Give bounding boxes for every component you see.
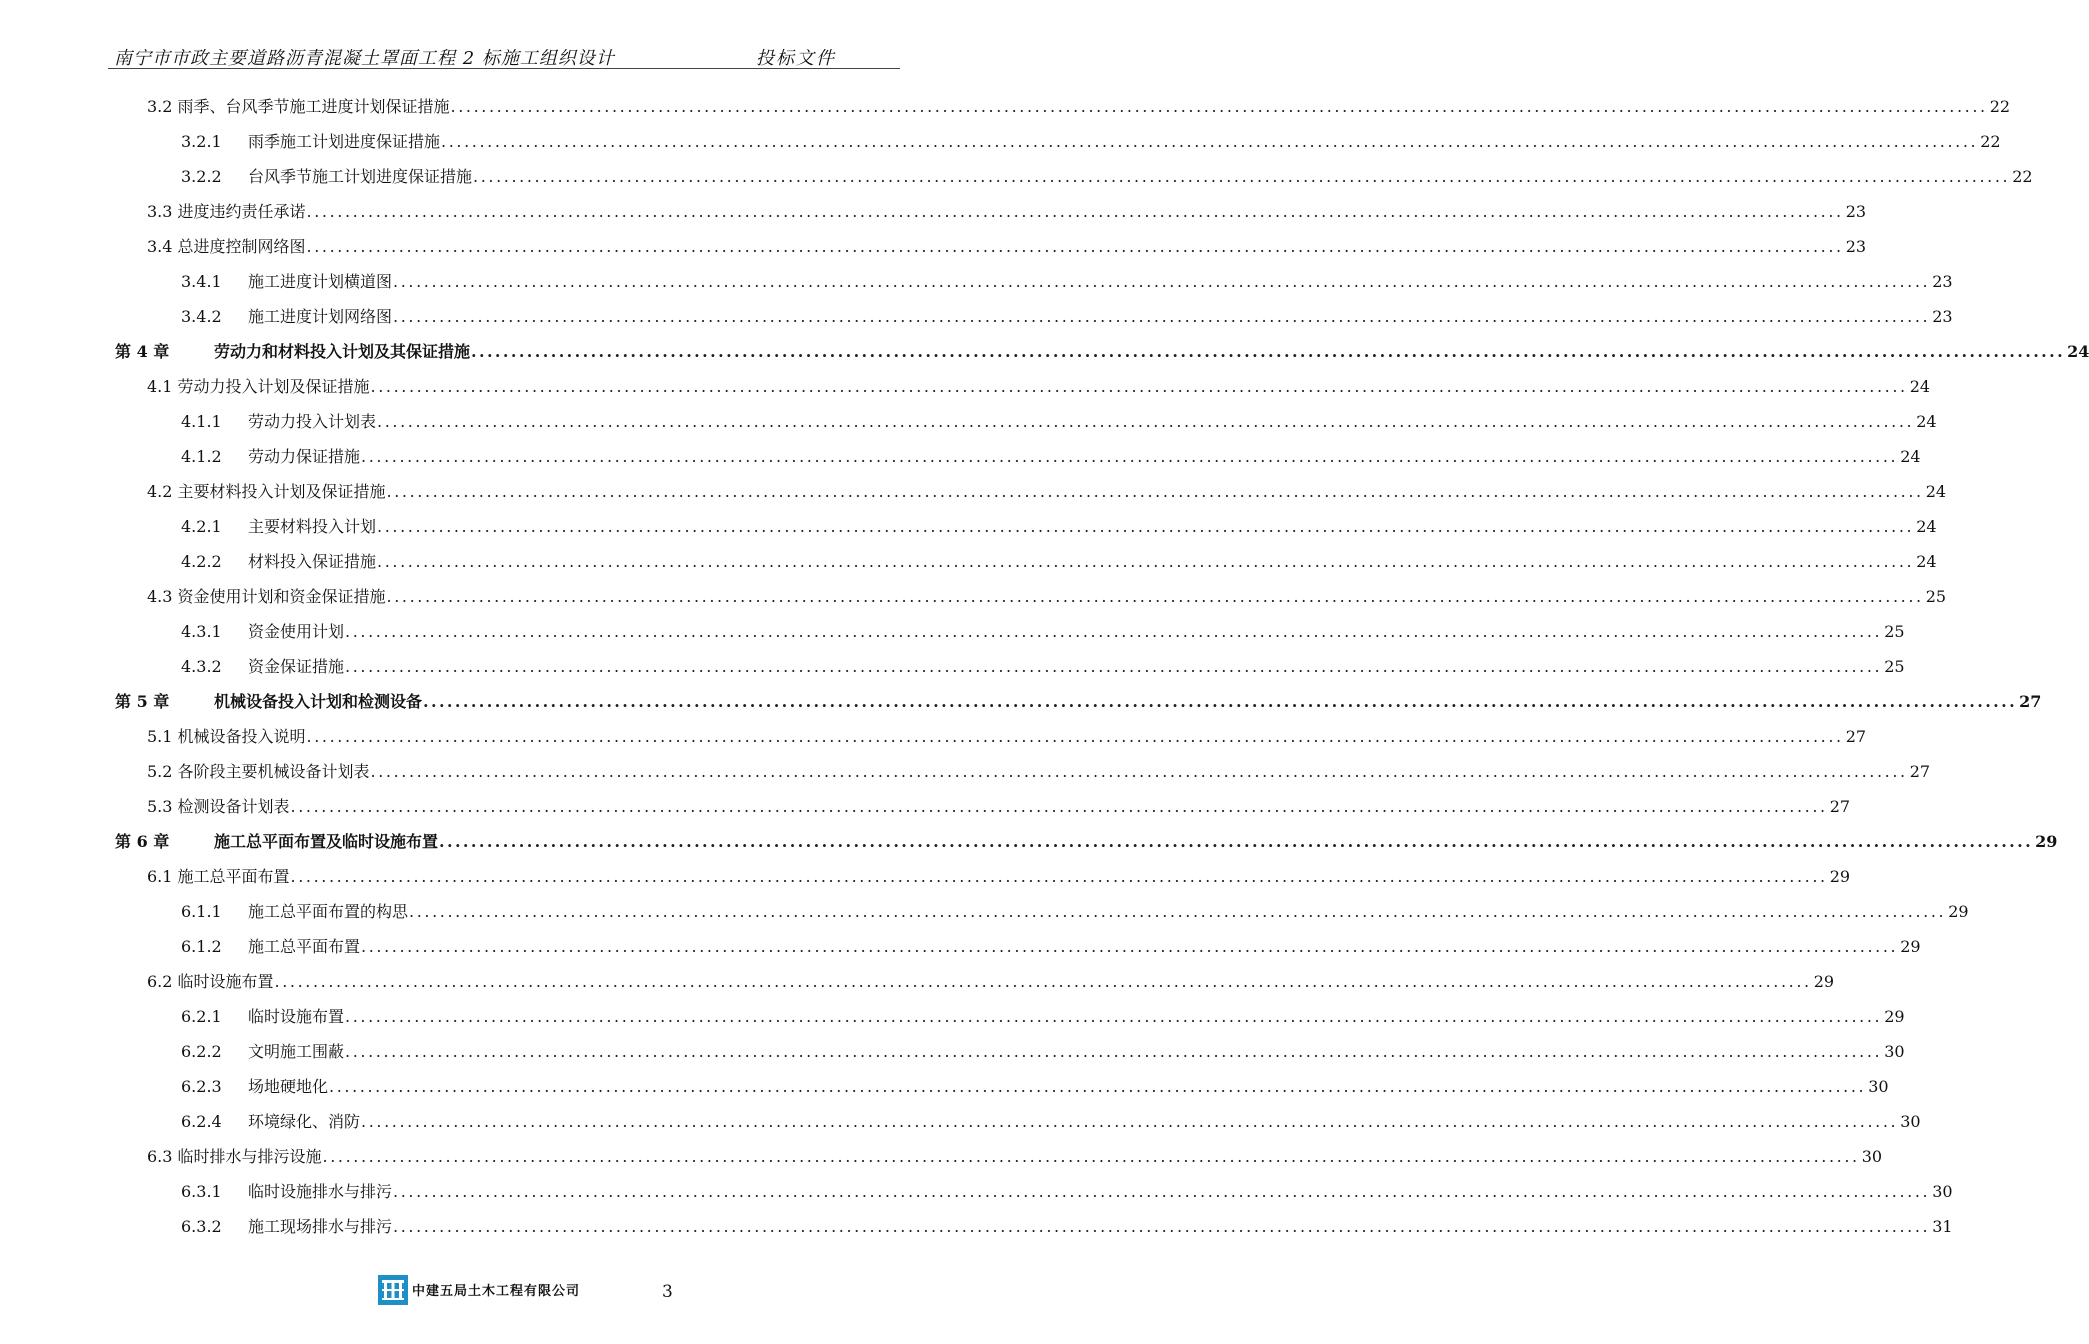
toc-entry-page: 24 xyxy=(1925,482,1947,501)
toc-entry-label xyxy=(181,439,360,474)
toc-entry-label xyxy=(147,754,370,789)
toc-entry-number: 3.4.2 xyxy=(181,307,222,326)
toc-dot-leader: ........................................................................................................................................................................................................ xyxy=(370,377,1908,396)
toc-dot-leader: ........................................................................................................................................................................................................ xyxy=(361,1112,1899,1131)
toc-entry[interactable] xyxy=(147,89,2011,124)
toc-entry-label xyxy=(115,824,438,859)
toc-entry-page: 23 xyxy=(1845,237,1867,256)
toc-entry-page: 22 xyxy=(1989,97,2011,116)
toc-entry[interactable] xyxy=(115,684,2042,719)
toc-entry-title: 3.3 进度违约责任承诺 xyxy=(147,202,306,221)
toc-entry-label xyxy=(181,544,376,579)
toc-entry[interactable] xyxy=(181,999,1905,1034)
toc-entry-title: 主要材料投入计划 xyxy=(248,517,377,536)
company-logo-icon xyxy=(378,1275,408,1305)
toc-entry-page: 30 xyxy=(1932,1182,1953,1201)
toc-entry-title: 机械设备投入计划和检测设备 xyxy=(214,692,423,711)
toc-entry-label xyxy=(115,684,422,719)
toc-entry-title: 4.3 资金使用计划和资金保证措施 xyxy=(147,587,386,606)
toc-dot-leader: ........................................................................................................................................................................................................ xyxy=(306,237,1844,256)
toc-dot-leader: ........................................................................................................................................................................................................ xyxy=(386,482,1924,501)
toc-dot-leader: ........................................................................................................................................................................................................ xyxy=(473,167,2011,186)
toc-entry-title: 临时设施布置 xyxy=(248,1007,345,1026)
toc-entry-title: 劳动力和材料投入计划及其保证措施 xyxy=(214,342,471,361)
toc-entry-title: 施工总平面布置的构思 xyxy=(248,902,409,921)
toc-entry-page: 29 xyxy=(1900,937,1921,956)
toc-entry[interactable] xyxy=(181,894,1969,929)
page-number: 3 xyxy=(662,1282,673,1302)
toc-entry-label xyxy=(147,964,274,999)
toc-dot-leader: ........................................................................................................................................................................................................ xyxy=(393,272,1931,291)
toc-entry-title: 施工进度计划网络图 xyxy=(248,307,393,326)
toc-entry[interactable] xyxy=(181,1034,1905,1069)
toc-entry-number: 第 4 章 xyxy=(115,342,170,361)
toc-entry-number: 第 6 章 xyxy=(115,832,170,851)
toc-entry[interactable] xyxy=(181,124,2001,159)
toc-entry-label xyxy=(181,1104,360,1139)
toc-entry-page: 29 xyxy=(1813,972,1835,991)
toc-entry-title: 6.2 临时设施布置 xyxy=(147,972,274,991)
toc-entry-number: 6.2.3 xyxy=(181,1077,222,1096)
toc-entry-label xyxy=(181,264,392,299)
toc-entry[interactable] xyxy=(147,964,1835,999)
toc-dot-leader: ........................................................................................................................................................................................................ xyxy=(423,692,2018,711)
toc-entry-label xyxy=(181,509,376,544)
toc-entry-page: 24 xyxy=(1916,517,1937,536)
toc-entry[interactable] xyxy=(147,754,1931,789)
toc-entry-page: 24 xyxy=(1916,552,1937,571)
toc-entry-title: 施工总平面布置及临时设施布置 xyxy=(214,832,439,851)
toc-entry[interactable] xyxy=(147,229,1867,264)
toc-entry-title: 施工进度计划横道图 xyxy=(248,272,393,291)
toc-entry-title: 资金保证措施 xyxy=(248,657,345,676)
toc-entry[interactable] xyxy=(181,1069,1889,1104)
toc-entry-title: 环境绿化、消防 xyxy=(248,1112,361,1131)
toc-dot-leader: ........................................................................................................................................................................................................ xyxy=(290,867,1828,886)
header-document-type: 投标文件 xyxy=(756,48,836,69)
toc-entry-title: 5.3 检测设备计划表 xyxy=(147,797,290,816)
toc-dot-leader: ........................................................................................................................................................................................................ xyxy=(345,622,1883,641)
page-header xyxy=(108,42,900,69)
toc-entry-number: 4.2.1 xyxy=(181,517,222,536)
footer-company-name: 中建五局土木工程有限公司 xyxy=(412,1284,581,1299)
toc-dot-leader: ........................................................................................................................................................................................................ xyxy=(377,517,1915,536)
toc-entry-number: 6.2.4 xyxy=(181,1112,222,1131)
toc-entry-title: 文明施工围蔽 xyxy=(248,1042,345,1061)
toc-entry[interactable] xyxy=(181,159,2033,194)
toc-dot-leader: ........................................................................................................................................................................................................ xyxy=(409,902,1947,921)
toc-entry-title: 资金使用计划 xyxy=(248,622,345,641)
toc-entry-label xyxy=(147,859,290,894)
toc-entry-title: 5.2 各阶段主要机械设备计划表 xyxy=(147,762,370,781)
toc-entry-page: 30 xyxy=(1868,1077,1889,1096)
toc-entry-label xyxy=(181,929,360,964)
toc-entry[interactable] xyxy=(147,859,1851,894)
toc-entry-page: 24 xyxy=(2067,342,2089,361)
toc-entry-page: 27 xyxy=(1909,762,1931,781)
toc-entry[interactable] xyxy=(181,649,1905,684)
toc-entry-label xyxy=(181,1174,392,1209)
toc-entry-page: 24 xyxy=(1916,412,1937,431)
toc-entry-number: 6.1.2 xyxy=(181,937,222,956)
toc-entry-page: 31 xyxy=(1932,1217,1953,1236)
toc-entry-label xyxy=(115,334,470,369)
toc-entry[interactable] xyxy=(181,614,1905,649)
toc-entry-number: 4.1.2 xyxy=(181,447,222,466)
toc-dot-leader: ........................................................................................................................................................................................................ xyxy=(345,657,1883,676)
toc-entry[interactable] xyxy=(181,544,1937,579)
toc-entry-label xyxy=(147,789,290,824)
toc-entry-page: 27 xyxy=(2019,692,2042,711)
toc-entry[interactable] xyxy=(181,299,1953,334)
toc-dot-leader: ........................................................................................................................................................................................................ xyxy=(386,587,1924,606)
toc-entry[interactable] xyxy=(115,824,2058,859)
toc-entry-number: 3.4.1 xyxy=(181,272,222,291)
toc-entry-page: 30 xyxy=(1861,1147,1883,1166)
toc-entry-label xyxy=(147,474,386,509)
toc-entry-label xyxy=(147,229,306,264)
toc-entry-page: 23 xyxy=(1932,307,1953,326)
toc-dot-leader: ........................................................................................................................................................................................................ xyxy=(361,447,1899,466)
toc-entry[interactable] xyxy=(181,1209,1953,1244)
header-title: 南宁市市政主要道路沥青混凝土罩面工程 2 标施工组织设计 xyxy=(114,48,615,69)
toc-dot-leader: ........................................................................................................................................................................................................ xyxy=(345,1042,1883,1061)
toc-entry-label xyxy=(181,404,376,439)
toc-entry-number: 4.1.1 xyxy=(181,412,222,431)
toc-entry[interactable] xyxy=(181,264,1953,299)
toc-entry-label xyxy=(181,1034,344,1069)
toc-entry[interactable] xyxy=(181,404,1937,439)
toc-entry-label xyxy=(181,894,408,929)
toc-entry[interactable] xyxy=(181,1104,1921,1139)
toc-dot-leader: ........................................................................................................................................................................................................ xyxy=(377,412,1915,431)
toc-dot-leader: ........................................................................................................................................................................................................ xyxy=(361,937,1899,956)
toc-dot-leader: ........................................................................................................................................................................................................ xyxy=(450,97,1988,116)
toc-entry-title: 5.1 机械设备投入说明 xyxy=(147,727,306,746)
toc-entry-page: 25 xyxy=(1884,657,1905,676)
toc-entry-title: 施工现场排水与排污 xyxy=(248,1217,393,1236)
toc-entry-number: 3.2.1 xyxy=(181,132,222,151)
toc-entry-title: 3.4 总进度控制网络图 xyxy=(147,237,306,256)
toc-dot-leader: ........................................................................................................................................................................................................ xyxy=(377,552,1915,571)
toc-entry-label xyxy=(181,1069,328,1104)
toc-entry-number: 6.3.1 xyxy=(181,1182,222,1201)
toc-entry-number: 6.2.1 xyxy=(181,1007,222,1026)
toc-entry-label xyxy=(181,649,344,684)
toc-entry-page: 29 xyxy=(1884,1007,1905,1026)
toc-entry-title: 材料投入保证措施 xyxy=(248,552,377,571)
toc-entry[interactable] xyxy=(147,369,1931,404)
toc-dot-leader: ........................................................................................................................................................................................................ xyxy=(441,132,1979,151)
toc-entry-number: 6.2.2 xyxy=(181,1042,222,1061)
toc-entry-title: 6.1 施工总平面布置 xyxy=(147,867,290,886)
toc-entry-label xyxy=(147,719,306,754)
toc-entry-label xyxy=(147,89,450,124)
toc-entry-label xyxy=(181,159,472,194)
toc-entry-title: 雨季施工计划进度保证措施 xyxy=(248,132,441,151)
toc-entry-page: 23 xyxy=(1845,202,1867,221)
toc-entry-page: 29 xyxy=(2035,832,2058,851)
toc-dot-leader: ........................................................................................................................................................................................................ xyxy=(306,727,1844,746)
toc-dot-leader: ........................................................................................................................................................................................................ xyxy=(393,307,1931,326)
toc-entry-label xyxy=(147,579,386,614)
toc-entry[interactable] xyxy=(147,789,1851,824)
toc-entry[interactable] xyxy=(181,509,1937,544)
toc-entry[interactable] xyxy=(181,1174,1953,1209)
toc-entry-label xyxy=(181,299,392,334)
toc-entry[interactable] xyxy=(181,929,1921,964)
toc-dot-leader: ........................................................................................................................................................................................................ xyxy=(274,972,1812,991)
toc-entry-page: 23 xyxy=(1932,272,1953,291)
toc-entry-page: 30 xyxy=(1884,1042,1905,1061)
toc-entry-title: 4.1 劳动力投入计划及保证措施 xyxy=(147,377,370,396)
toc-entry-page: 25 xyxy=(1925,587,1947,606)
toc-dot-leader: ........................................................................................................................................................................................................ xyxy=(306,202,1844,221)
toc-dot-leader: ........................................................................................................................................................................................................ xyxy=(393,1182,1931,1201)
toc-entry-label xyxy=(181,999,344,1034)
toc-entry[interactable] xyxy=(115,334,2089,369)
toc-entry-label xyxy=(147,369,370,404)
toc-entry-page: 30 xyxy=(1900,1112,1921,1131)
toc-entry-page: 24 xyxy=(1909,377,1931,396)
toc-entry[interactable] xyxy=(147,1139,1883,1174)
toc-entry-title: 6.3 临时排水与排污设施 xyxy=(147,1147,322,1166)
toc-dot-leader: ........................................................................................................................................................................................................ xyxy=(322,1147,1860,1166)
toc-entry-number: 第 5 章 xyxy=(115,692,170,711)
toc-entry-page: 22 xyxy=(2012,167,2033,186)
toc-entry-page: 25 xyxy=(1884,622,1905,641)
toc-entry-label xyxy=(147,194,306,229)
toc-entry-number: 6.1.1 xyxy=(181,902,222,921)
toc-entry-title: 4.2 主要材料投入计划及保证措施 xyxy=(147,482,386,501)
toc-entry-label xyxy=(181,124,440,159)
toc-dot-leader: ........................................................................................................................................................................................................ xyxy=(471,342,2066,361)
toc-entry-title: 临时设施排水与排污 xyxy=(248,1182,393,1201)
toc-entry-page: 24 xyxy=(1900,447,1921,466)
toc-dot-leader: ........................................................................................................................................................................................................ xyxy=(329,1077,1867,1096)
toc-entry-number: 4.3.2 xyxy=(181,657,222,676)
toc-dot-leader: ........................................................................................................................................................................................................ xyxy=(290,797,1828,816)
toc-dot-leader: ........................................................................................................................................................................................................ xyxy=(439,832,2034,851)
toc-entry-title: 劳动力投入计划表 xyxy=(248,412,377,431)
toc-entry[interactable] xyxy=(147,474,1947,509)
toc-entry[interactable] xyxy=(147,194,1867,229)
toc-entry-page: 29 xyxy=(1829,867,1851,886)
toc-entry-page: 29 xyxy=(1948,902,1969,921)
toc-entry[interactable] xyxy=(181,439,1921,474)
toc-entry-label xyxy=(181,614,344,649)
toc-entry-title: 劳动力保证措施 xyxy=(248,447,361,466)
toc-entry-label xyxy=(147,1139,322,1174)
toc-entry-title: 3.2 雨季、台风季节施工进度计划保证措施 xyxy=(147,97,450,116)
toc-dot-leader: ........................................................................................................................................................................................................ xyxy=(393,1217,1931,1236)
toc-entry-label xyxy=(181,1209,392,1244)
toc-dot-leader: ........................................................................................................................................................................................................ xyxy=(370,762,1908,781)
toc-dot-leader: ........................................................................................................................................................................................................ xyxy=(345,1007,1883,1026)
toc-entry-title: 施工总平面布置 xyxy=(248,937,361,956)
toc-entry-title: 台风季节施工计划进度保证措施 xyxy=(248,167,473,186)
toc-entry-title: 场地硬地化 xyxy=(248,1077,329,1096)
toc-entry-number: 3.2.2 xyxy=(181,167,222,186)
toc-entry-page: 27 xyxy=(1845,727,1867,746)
toc-entry-number: 4.3.1 xyxy=(181,622,222,641)
toc-entry-page: 27 xyxy=(1829,797,1851,816)
toc-entry-number: 4.2.2 xyxy=(181,552,222,571)
toc-entry-page: 22 xyxy=(1980,132,2001,151)
toc-entry[interactable] xyxy=(147,719,1867,754)
toc-entry-number: 6.3.2 xyxy=(181,1217,222,1236)
toc-entry[interactable] xyxy=(147,579,1947,614)
